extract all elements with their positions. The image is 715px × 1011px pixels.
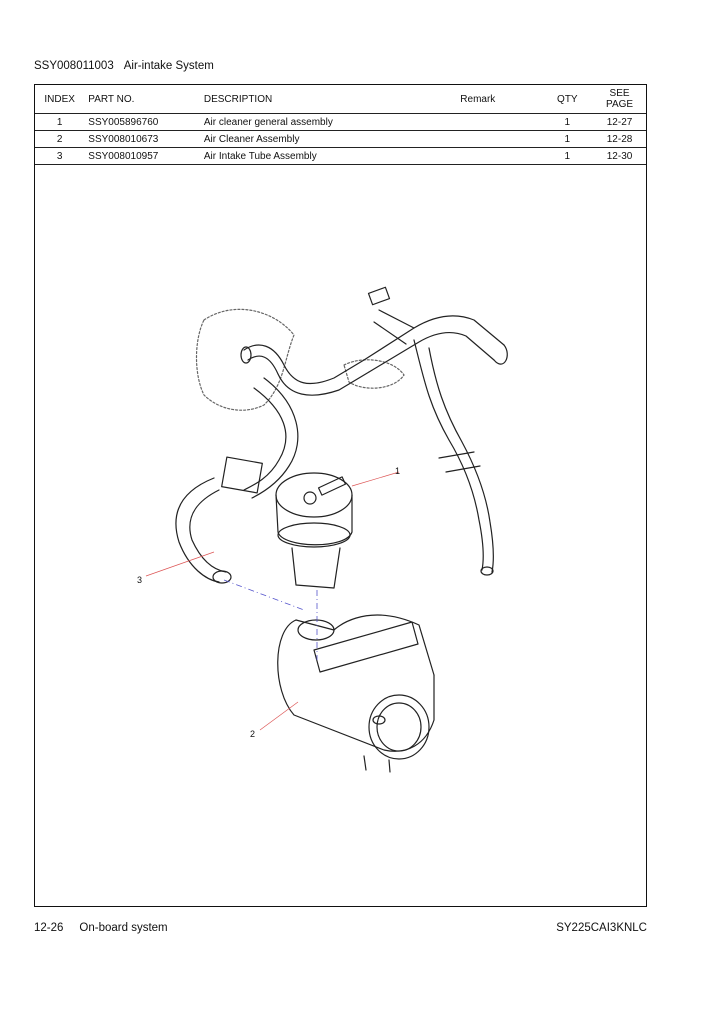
callout-1-leader	[352, 472, 399, 486]
document-code: SSY008011003	[34, 60, 114, 72]
system-title: Air-intake System	[123, 60, 214, 72]
row-page: 12-30	[593, 148, 646, 165]
row-qty: 1	[542, 131, 594, 148]
row-page: 12-28	[593, 131, 646, 148]
callout-1: 1	[395, 466, 401, 476]
row-index: 2	[35, 131, 84, 148]
callout-3-leader	[146, 552, 214, 576]
row-index: 1	[35, 114, 84, 131]
row-description: Air cleaner general assembly	[200, 114, 456, 131]
row-part-no: SSY008010957	[84, 148, 200, 165]
callout-3: 3	[137, 575, 143, 585]
row-description: Air Intake Tube Assembly	[200, 148, 456, 165]
row-index: 3	[35, 148, 84, 165]
row-page: 12-27	[593, 114, 646, 131]
callout-2-leader	[260, 702, 298, 730]
model-code: SY225CAI3KNLC	[556, 922, 647, 934]
section-name: On-board system	[79, 922, 168, 934]
row-part-no: SSY008010673	[84, 131, 200, 148]
col-remark: Remark	[456, 85, 541, 114]
row-qty: 1	[542, 148, 594, 165]
col-see-page: SEE PAGE	[593, 85, 646, 114]
page-title	[34, 60, 214, 72]
row-qty: 1	[542, 114, 594, 131]
page-number: 12-26	[34, 922, 64, 934]
col-part-no: PART NO.	[84, 85, 200, 114]
col-qty: QTY	[542, 85, 594, 114]
row-part-no: SSY005896760	[84, 114, 200, 131]
table-row	[35, 131, 646, 148]
col-index: INDEX	[35, 85, 84, 114]
table-header-row	[35, 85, 646, 114]
col-description: DESCRIPTION	[200, 85, 456, 114]
air-intake-exploded-diagram	[34, 160, 647, 820]
row-remark	[456, 131, 541, 148]
parts-table	[35, 85, 646, 165]
row-description: Air Cleaner Assembly	[200, 131, 456, 148]
callout-2: 2	[250, 729, 256, 739]
row-remark	[456, 114, 541, 131]
footer-left	[34, 922, 168, 934]
table-row	[35, 114, 646, 131]
